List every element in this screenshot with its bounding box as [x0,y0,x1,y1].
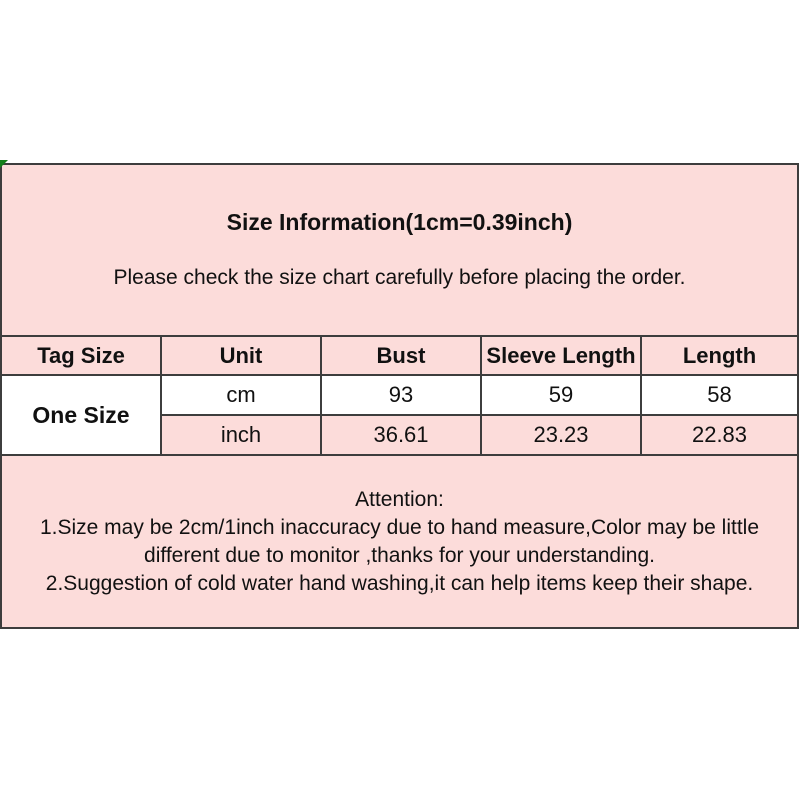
tag-size-cell: One Size [1,375,161,455]
size-chart-panel [0,163,797,629]
bust-cm-value: 93 [321,375,481,415]
intro-cell [1,164,798,336]
col-header-bust: Bust [321,336,481,375]
attention-cell [1,455,798,628]
attention-heading: Attention: [355,487,444,511]
unit-cell-cm: cm [161,375,321,415]
attention-line-3: 2.Suggestion of cold water hand washing,it can help items keep their shape. [45,571,754,595]
sleeve-length-cm-value: 59 [481,375,641,415]
col-header-tag-size: Tag Size [1,336,161,375]
size-table [0,163,799,629]
attention-line-2: different due to monitor ,thanks for your understanding. [144,543,655,567]
table-header-row [1,336,798,375]
length-inch-value: 22.83 [641,415,798,455]
attention-line-1: 1.Size may be 2cm/1inch inaccuracy due to hand measure,Color may be little [39,515,760,539]
intro-row [1,164,798,336]
col-header-sleeve-length: Sleeve Length [481,336,641,375]
page-title: Size Information(1cm=0.39inch) [226,209,573,235]
sleeve-length-inch-value: 23.23 [481,415,641,455]
length-cm-value: 58 [641,375,798,415]
col-header-unit: Unit [161,336,321,375]
table-row-cm [1,375,798,415]
unit-cell-inch: inch [161,415,321,455]
attention-row [1,455,798,628]
page-subtitle: Please check the size chart carefully before placing the order. [113,266,686,289]
col-header-length: Length [641,336,798,375]
bust-inch-value: 36.61 [321,415,481,455]
green-corner-mark-icon [0,160,8,168]
